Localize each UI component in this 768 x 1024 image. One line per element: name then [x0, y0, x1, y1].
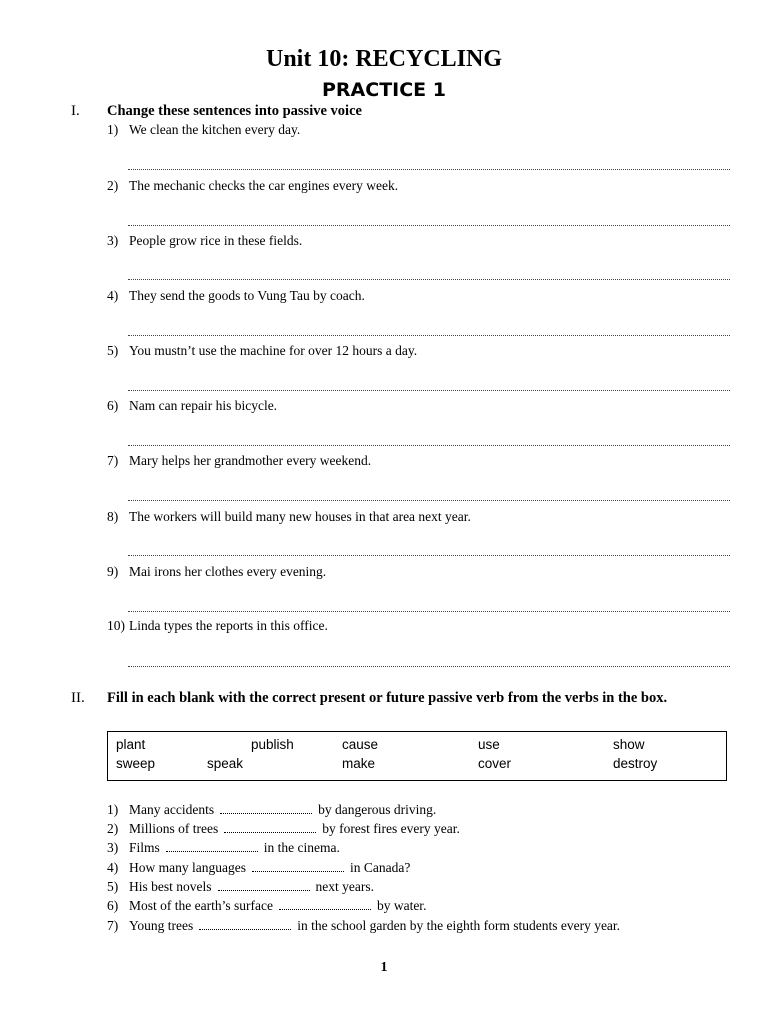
fill-question-6: [107, 898, 426, 914]
answer-line-10[interactable]: [128, 666, 730, 667]
verb-word: make: [342, 756, 376, 771]
fill-question-5: [107, 879, 374, 895]
question-number: 2): [107, 178, 119, 193]
verb-word: sweep: [116, 756, 156, 771]
passive-question-10: [107, 618, 328, 634]
fill-question-3: [107, 840, 340, 856]
question-number: 3): [107, 233, 119, 248]
question-after: in Canada?: [349, 860, 411, 875]
answer-blank[interactable]: [166, 841, 258, 852]
question-text: The workers will build many new houses in that area next year.: [129, 509, 471, 524]
answer-blank[interactable]: [252, 861, 344, 872]
question-after: by water.: [376, 898, 427, 913]
verb-word: publish: [251, 737, 294, 752]
question-after: in the cinema.: [263, 840, 340, 855]
verb-word: cause: [342, 737, 379, 752]
verb-word: show: [613, 737, 645, 752]
question-text: Linda types the reports in this office.: [129, 618, 328, 633]
answer-line-3[interactable]: [128, 279, 730, 280]
passive-question-8: [107, 509, 471, 525]
verb-word: plant: [116, 737, 146, 752]
question-before: Most of the earth’s surface: [129, 898, 273, 913]
passive-question-5: [107, 343, 417, 359]
question-number: 6): [107, 898, 119, 913]
question-number: 10): [107, 618, 125, 633]
question-text: The mechanic checks the car engines every week.: [129, 178, 399, 193]
question-number: 4): [107, 860, 119, 875]
verb-word: destroy: [613, 756, 658, 771]
question-number: 5): [107, 343, 119, 358]
question-number: 7): [107, 918, 119, 933]
passive-question-1: [107, 122, 300, 138]
question-text: We clean the kitchen every day.: [129, 122, 301, 137]
passive-question-3: [107, 233, 302, 249]
page-title: Unit 10: RECYCLING: [265, 46, 502, 72]
question-text: Nam can repair his bicycle.: [129, 398, 278, 413]
page-subtitle: PRACTICE 1: [322, 79, 446, 101]
question-number: 5): [107, 879, 119, 894]
answer-line-7[interactable]: [128, 500, 730, 501]
answer-blank[interactable]: [220, 803, 312, 814]
question-after: by forest fires every year.: [322, 821, 460, 836]
question-before: Millions of trees: [129, 821, 219, 836]
verb-word: cover: [478, 756, 512, 771]
answer-blank[interactable]: [199, 919, 291, 930]
fill-question-1: [107, 802, 436, 818]
section-1-instruction: Change these sentences into passive voice: [107, 103, 362, 119]
question-text: Mary helps her grandmother every weekend.: [129, 453, 372, 468]
question-number: 9): [107, 564, 119, 579]
question-before: Many accidents: [129, 802, 215, 817]
question-number: 3): [107, 840, 119, 855]
question-number: 1): [107, 122, 119, 137]
question-text: Mai irons her clothes every evening.: [129, 564, 327, 579]
question-text: They send the goods to Vung Tau by coach.: [129, 288, 365, 303]
answer-blank[interactable]: [279, 899, 371, 910]
passive-question-2: [107, 178, 398, 194]
fill-question-4: [107, 860, 410, 876]
answer-line-6[interactable]: [128, 445, 730, 446]
question-number: 7): [107, 453, 119, 468]
section-2-instruction: Fill in each blank with the correct present or future passive verb from the verbs in the box.: [107, 690, 668, 706]
page-number: 1: [380, 960, 388, 975]
fill-question-7: [107, 918, 620, 934]
question-number: 4): [107, 288, 119, 303]
verb-box: [107, 731, 727, 781]
verb-word: speak: [207, 756, 244, 771]
answer-line-4[interactable]: [128, 335, 730, 336]
answer-line-8[interactable]: [128, 555, 730, 556]
answer-line-1[interactable]: [128, 169, 730, 170]
question-number: 6): [107, 398, 119, 413]
answer-line-5[interactable]: [128, 390, 730, 391]
question-before: How many languages: [129, 860, 246, 875]
question-text: People grow rice in these fields.: [129, 233, 303, 248]
section-1-number: I.: [71, 103, 80, 119]
question-text: You mustn’t use the machine for over 12 hours a day.: [129, 343, 418, 358]
question-number: 1): [107, 802, 119, 817]
answer-line-2[interactable]: [128, 225, 730, 226]
question-before: Young trees: [129, 918, 194, 933]
question-after: next years.: [315, 879, 374, 894]
fill-question-2: [107, 821, 460, 837]
passive-question-9: [107, 564, 326, 580]
answer-line-9[interactable]: [128, 611, 730, 612]
passive-question-4: [107, 288, 365, 304]
question-number: 2): [107, 821, 119, 836]
passive-question-7: [107, 453, 371, 469]
section-2-number: II.: [71, 690, 85, 706]
question-before: Films: [129, 840, 160, 855]
question-number: 8): [107, 509, 119, 524]
verb-word: use: [478, 737, 500, 752]
question-after: in the school garden by the eighth form students every year.: [297, 918, 621, 933]
passive-question-6: [107, 398, 277, 414]
answer-blank[interactable]: [218, 880, 310, 891]
question-after: by dangerous driving.: [318, 802, 437, 817]
answer-blank[interactable]: [224, 822, 316, 833]
question-before: His best novels: [129, 879, 212, 894]
